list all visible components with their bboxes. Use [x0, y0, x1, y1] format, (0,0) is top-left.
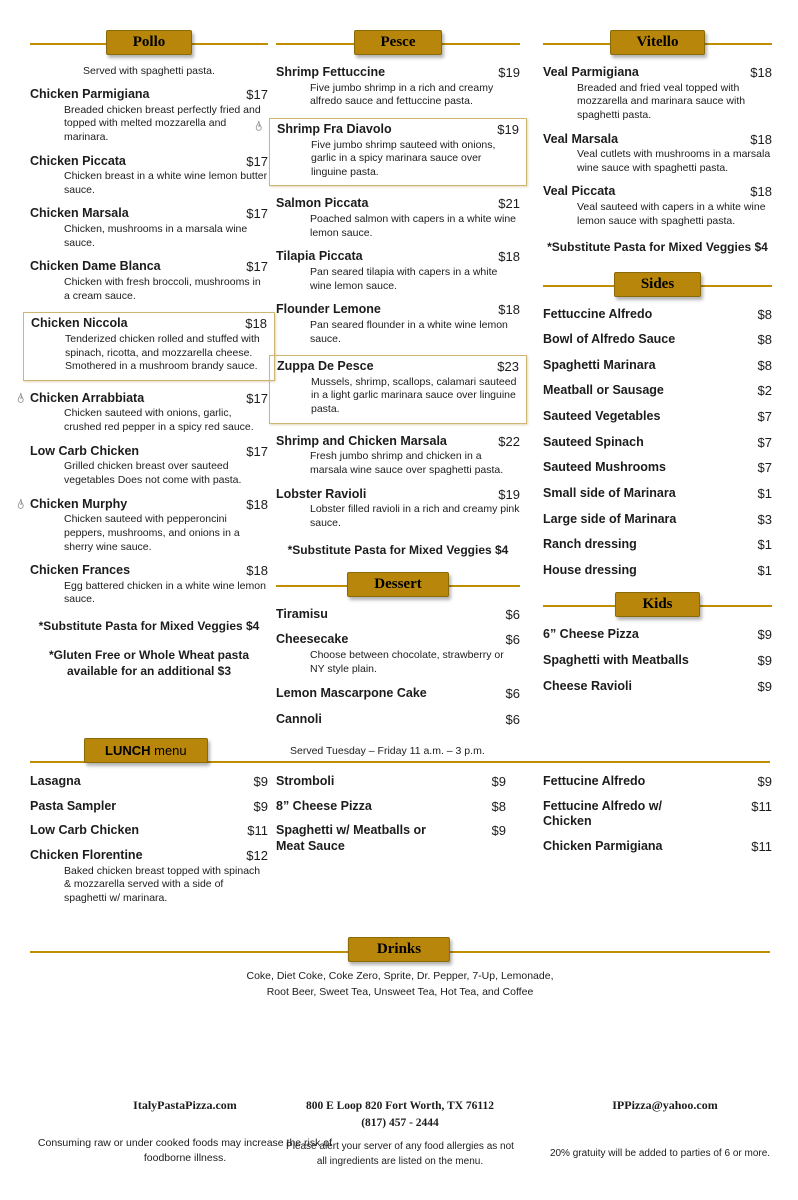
- menu-item: [276, 607, 520, 623]
- website-text: ItalyPastaPizza.com: [133, 1098, 237, 1112]
- menu-item: [543, 839, 772, 855]
- lunch-banner-regular: menu: [150, 743, 187, 758]
- item-name: Chicken Marsala: [30, 206, 129, 221]
- section-header-vitello: [543, 30, 772, 60]
- item-price: $9: [757, 678, 772, 694]
- item-name: Bowl of Alfredo Sauce: [543, 332, 676, 347]
- item-description: Mussels, shrimp, scallops, calamari sauteed in a light garlic marinara sauce over linguine pasta.: [311, 375, 517, 416]
- pollo-column: [30, 30, 268, 693]
- menu-item: [543, 435, 772, 451]
- item-description: Pan seared tilapia with capers in a white wine lemon sauce.: [310, 265, 498, 292]
- menu-item: [543, 383, 772, 399]
- pesce-banner: Pesce: [354, 30, 443, 55]
- item-name: Sauteed Mushrooms: [543, 460, 666, 475]
- item-price: $22: [498, 433, 520, 449]
- item-price: $1: [757, 485, 772, 501]
- item-price: $23: [497, 359, 519, 375]
- item-name: Lasagna: [30, 774, 81, 788]
- item-name: Flounder Lemone: [276, 302, 381, 317]
- item-price: $11: [751, 798, 772, 814]
- menu-item: [276, 823, 506, 854]
- menu-item: [30, 497, 268, 555]
- item-description: Chicken sauteed with pepperoncini peppers, mushrooms, and onions in a sherry wine sauce.: [64, 513, 240, 553]
- item-name: House dressing: [543, 562, 637, 577]
- item-description: Breaded and fried veal topped with mozzarella and marinara sauce with spaghetti pasta.: [577, 81, 746, 121]
- item-name: Chicken Dame Blanca: [30, 259, 161, 274]
- menu-item: [276, 686, 520, 702]
- spicy-flame-icon: [253, 120, 264, 134]
- item-name: 6” Cheese Pizza: [543, 627, 639, 642]
- item-price: $18: [750, 184, 772, 200]
- item-price: $11: [751, 838, 772, 854]
- menu-item: [543, 358, 772, 374]
- item-price: $18: [246, 563, 268, 579]
- item-price: $17: [246, 390, 268, 406]
- address-text: [283, 1098, 517, 1131]
- drinks-banner: Drinks: [348, 937, 450, 962]
- item-description: Pan seared flounder in a white wine lemon sauce.: [310, 318, 508, 345]
- item-price: $21: [498, 196, 520, 212]
- gratuity-note: 20% gratuity will be added to parties of 6 or more.: [549, 1148, 771, 1159]
- item-price: $7: [757, 409, 772, 425]
- item-price: $11: [247, 823, 268, 839]
- item-name: Zuppa De Pesce: [277, 359, 374, 374]
- item-price: $18: [246, 496, 268, 512]
- item-description: Poached salmon with capers in a white wine lemon sauce.: [310, 213, 517, 239]
- item-name: Shrimp Fra Diavolo: [277, 121, 392, 136]
- item-name: Lemon Mascarpone Cake: [276, 686, 427, 701]
- menu-item-featured: [23, 312, 275, 381]
- item-price: $1: [757, 562, 772, 578]
- address-line1: 800 E Loop 820 Fort Worth, TX 76112: [305, 1100, 495, 1112]
- menu-item: [30, 563, 268, 607]
- item-price: $6: [505, 632, 520, 648]
- item-description: Chicken sauteed with onions, garlic, crushed red pepper in a spicy red sauce.: [64, 407, 254, 434]
- menu-item: [543, 679, 772, 695]
- item-name: Spaghetti Marinara: [543, 357, 656, 372]
- menu-item: [543, 563, 772, 579]
- item-price: $17: [246, 87, 268, 102]
- item-name: Lobster Ravioli: [276, 486, 367, 501]
- item-description: Tenderized chicken rolled and stuffed with spinach, ricotta, and mozzarella cheese. Smothered in a mushroom brandy sauce.: [65, 332, 260, 373]
- item-price: $18: [498, 302, 520, 318]
- item-description: Five jumbo shrimp sauteed with onions, garlic in a spicy marinara sauce over linguine pasta.: [311, 138, 496, 178]
- menu-item: [543, 332, 772, 348]
- menu-item-featured: [269, 118, 527, 187]
- menu-item: [276, 712, 520, 728]
- item-price: $18: [750, 65, 772, 80]
- lunch-column-1: [30, 774, 268, 914]
- item-price: $2: [757, 383, 772, 399]
- item-name: Meatball or Sausage: [543, 383, 664, 398]
- substitute-note: *Substitute Pasta for Mixed Veggies $4: [547, 240, 768, 255]
- substitute-note: *Substitute Pasta for Mixed Veggies $4: [38, 619, 260, 634]
- spicy-flame-icon: [15, 392, 26, 406]
- item-price: $6: [505, 686, 520, 702]
- item-price: $17: [246, 206, 268, 222]
- vitello-column: [543, 30, 772, 704]
- lunch-column-2: [276, 774, 506, 864]
- menu-item: [30, 444, 268, 488]
- item-price: $8: [757, 357, 772, 373]
- item-name: Chicken Piccata: [30, 153, 126, 168]
- menu-item: [276, 632, 520, 676]
- item-price: $17: [246, 443, 268, 459]
- item-price: $12: [246, 847, 268, 863]
- section-header-pesce: [276, 30, 520, 60]
- item-price: $6: [505, 606, 520, 622]
- menu-item: [276, 434, 520, 478]
- item-price: $9: [757, 774, 772, 789]
- item-name: Chicken Murphy: [30, 496, 128, 511]
- item-description: Chicken, mushrooms in a marsala wine sauce.: [64, 223, 248, 249]
- menu-item: [276, 774, 506, 790]
- item-name: Salmon Piccata: [276, 196, 369, 211]
- item-name: Veal Piccata: [543, 184, 616, 199]
- item-price: $19: [498, 65, 520, 80]
- drinks-list: Coke, Diet Coke, Coke Zero, Sprite, Dr. Pepper, 7-Up, Lemonade, Root Beer, Sweet Tea, Unsweet Tea, Hot Tea, and Coffee: [246, 970, 554, 999]
- item-name: Cheesecake: [276, 632, 349, 647]
- menu-item: [543, 774, 772, 790]
- menu-item: [276, 196, 520, 240]
- item-price: $19: [497, 121, 519, 137]
- item-price: $17: [246, 153, 268, 169]
- address-line2: (817) 457 - 2444: [361, 1116, 439, 1129]
- vitello-banner: Vitello: [610, 30, 706, 55]
- item-price: $8: [757, 332, 772, 348]
- item-name: Shrimp Fettuccine: [276, 65, 386, 79]
- allergy-note: Please alert your server of any food allergies as not all ingredients are listed on the menu.: [286, 1141, 514, 1167]
- item-name: Chicken Parmigiana: [30, 87, 150, 101]
- menu-item: [30, 154, 268, 198]
- item-name: Chicken Niccola: [31, 316, 128, 331]
- item-price: $8: [757, 306, 772, 322]
- item-price: $9: [757, 627, 772, 643]
- item-description: Breaded chicken breast perfectly fried and topped with melted mozzarella and marinara.: [64, 103, 261, 143]
- foodborne-disclaimer: Consuming raw or under cooked foods may increase the risk of foodborne illness.: [37, 1137, 333, 1164]
- menu-item: [543, 184, 772, 228]
- lunch-column-3: [543, 774, 772, 864]
- menu-item: [276, 249, 520, 293]
- menu-item: [543, 307, 772, 323]
- menu-item: [30, 799, 268, 815]
- item-price: $7: [757, 434, 772, 450]
- sides-list: [543, 307, 772, 579]
- item-description: Choose between chocolate, strawberry or NY style plain.: [310, 648, 504, 675]
- item-price: $3: [757, 511, 772, 527]
- item-name: Fettucine Alfredo: [543, 774, 646, 788]
- lunch-banner: [84, 738, 208, 763]
- item-description: Five jumbo shrimp in a rich and creamy alfredo sauce and fettuccine pasta.: [310, 81, 494, 108]
- menu-item: [276, 487, 520, 531]
- email-text: IPPizza@yahoo.com: [612, 1098, 718, 1112]
- item-name: Stromboli: [276, 774, 335, 788]
- item-description: Veal sauteed with capers in a white wine lemon sauce with spaghetti pasta.: [577, 201, 766, 227]
- item-name: Sauteed Spinach: [543, 434, 644, 449]
- item-name: Ranch dressing: [543, 537, 637, 552]
- item-description: Chicken breast in a white wine lemon butter sauce.: [64, 170, 268, 196]
- item-name: Sauteed Vegetables: [543, 409, 661, 424]
- item-name: Spaghetti w/ Meatballs or Meat Sauce: [276, 823, 427, 853]
- menu-item-featured: [269, 355, 527, 424]
- menu-item: [30, 206, 268, 250]
- menu-item: [543, 132, 772, 176]
- item-price: $9: [491, 774, 506, 789]
- section-header-dessert: [276, 572, 520, 602]
- item-name: Cheese Ravioli: [543, 678, 632, 693]
- dessert-list: [276, 607, 520, 728]
- item-price: $18: [498, 249, 520, 265]
- menu-item: [543, 65, 772, 123]
- item-price: $19: [498, 486, 520, 502]
- lunch-served-note: Served Tuesday – Friday 11 a.m. – 3 p.m.: [290, 745, 485, 757]
- item-name: Chicken Arrabbiata: [30, 390, 145, 405]
- item-name: Chicken Frances: [30, 563, 131, 578]
- kids-list: [543, 627, 772, 694]
- item-price: $9: [757, 653, 772, 669]
- menu-item: [543, 627, 772, 643]
- menu-item: [30, 87, 268, 145]
- pesce-column: [276, 30, 520, 738]
- item-name: Veal Marsala: [543, 131, 619, 146]
- item-name: Small side of Marinara: [543, 485, 676, 500]
- lunch-banner-bold: LUNCH: [105, 743, 151, 758]
- item-description: Chicken with fresh broccoli, mushrooms in a cream sauce.: [64, 275, 261, 302]
- section-header-kids: [543, 592, 772, 622]
- section-header-sides: [543, 272, 772, 302]
- menu-item: [276, 302, 520, 346]
- item-description: Baked chicken breast topped with spinach & mozzarella served with a side of spaghetti w/ marinara.: [64, 864, 261, 904]
- item-description: Grilled chicken breast over sauteed vegetables Does not come with pasta.: [64, 460, 242, 486]
- menu-item: [543, 460, 772, 476]
- item-name: Low Carb Chicken: [30, 443, 140, 458]
- item-name: Shrimp and Chicken Marsala: [276, 433, 447, 448]
- item-price: $8: [491, 798, 506, 814]
- item-description: Veal cutlets with mushrooms in a marsala wine sauce with spaghetti pasta.: [577, 148, 771, 174]
- menu-item: [276, 65, 520, 109]
- menu-item: [543, 799, 772, 830]
- item-price: $9: [253, 798, 268, 814]
- item-name: Fettuccine Alfredo: [543, 306, 653, 321]
- item-price: $9: [253, 774, 268, 789]
- gluten-free-note: *Gluten Free or Whole Wheat pasta available for an additional $3: [48, 648, 250, 679]
- menu-item: [30, 259, 268, 303]
- menu-item: [30, 848, 268, 906]
- item-name: Tiramisu: [276, 606, 328, 621]
- menu-item: [30, 823, 268, 839]
- menu-item: [30, 774, 268, 790]
- item-price: $18: [750, 131, 772, 147]
- item-name: Pasta Sampler: [30, 798, 117, 813]
- menu-item: [543, 653, 772, 669]
- item-name: Chicken Parmigiana: [543, 838, 663, 853]
- pollo-subtitle: Served with spaghetti pasta.: [83, 65, 215, 77]
- item-price: $1: [757, 537, 772, 553]
- item-price: $9: [491, 823, 506, 839]
- item-name: Low Carb Chicken: [30, 823, 140, 838]
- item-name: Cannoli: [276, 711, 322, 726]
- pollo-banner: Pollo: [106, 30, 193, 55]
- menu-item: [543, 486, 772, 502]
- item-description: Egg battered chicken in a white wine lemon sauce.: [64, 579, 266, 606]
- item-price: $18: [245, 316, 267, 332]
- menu-item: [276, 799, 506, 815]
- item-name: Veal Parmigiana: [543, 65, 639, 79]
- menu-item: [543, 537, 772, 553]
- item-price: $17: [246, 259, 268, 275]
- item-name: Spaghetti with Meatballs: [543, 653, 689, 668]
- item-name: 8” Cheese Pizza: [276, 798, 372, 813]
- item-name: Large side of Marinara: [543, 511, 677, 526]
- menu-item: [543, 512, 772, 528]
- item-name: Fettucine Alfredo w/ Chicken: [543, 798, 662, 829]
- item-price: $6: [505, 711, 520, 727]
- dessert-banner: Dessert: [347, 572, 448, 597]
- substitute-note: *Substitute Pasta for Mixed Veggies $4: [287, 542, 509, 557]
- menu-item: [30, 391, 268, 435]
- spicy-flame-icon: [15, 498, 26, 512]
- menu-item: [543, 409, 772, 425]
- item-description: Lobster filled ravioli in a rich and creamy pink sauce.: [310, 503, 520, 529]
- item-name: Chicken Florentine: [30, 847, 143, 862]
- section-header-pollo: [30, 30, 268, 60]
- item-name: Tilapia Piccata: [276, 249, 363, 264]
- kids-banner: Kids: [615, 592, 699, 617]
- item-price: $7: [757, 460, 772, 476]
- sides-banner: Sides: [614, 272, 701, 297]
- item-description: Fresh jumbo shrimp and chicken in a marsala wine sauce over spaghetti pasta.: [310, 450, 504, 476]
